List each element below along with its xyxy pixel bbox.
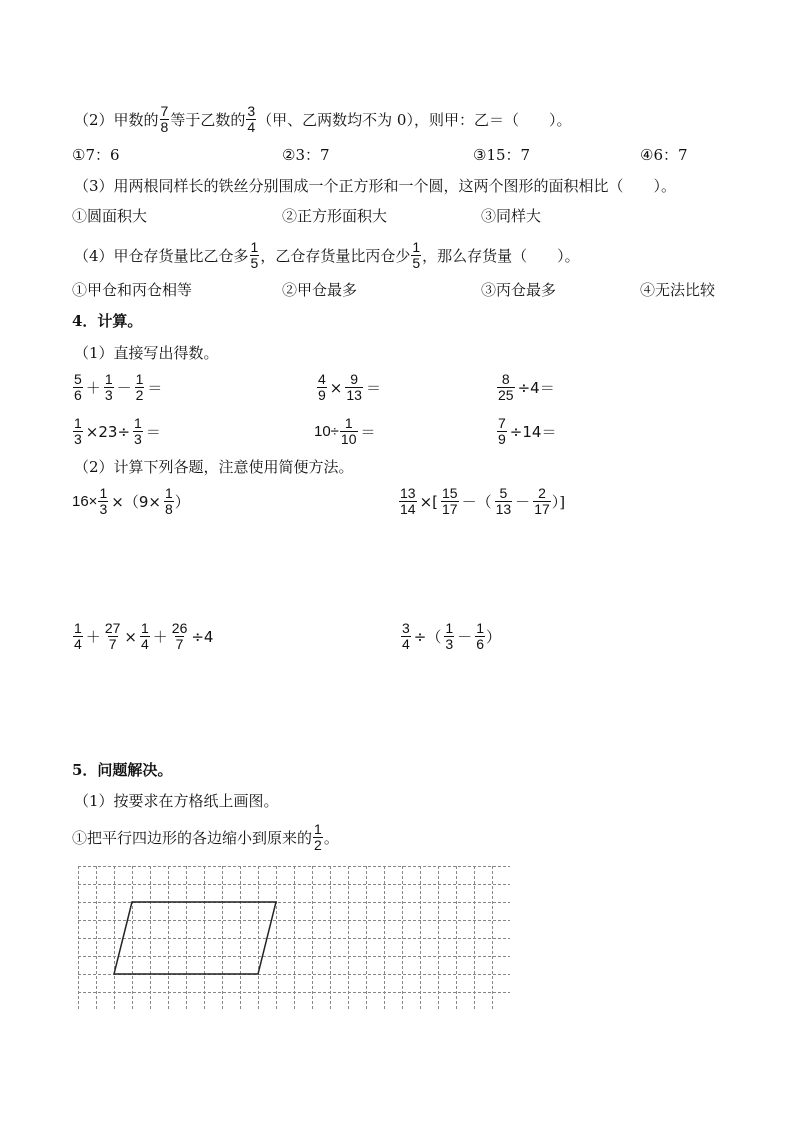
q2-text: （甲、乙两数均不为 0），则甲：乙＝（ ）。 [257, 110, 572, 129]
q4-option[interactable]: ②甲仓最多 [282, 281, 358, 299]
calc-2: $\frac{13}{14}$ ×[ $\frac{15}{17}$ －（ $\frac{5}{13}$ － $\frac{2}{17}$ ）] [400, 485, 566, 517]
q2-option[interactable]: ③15：7 [473, 146, 531, 164]
expr-2: $\frac{4}{9}$ × $\frac{9}{13}$ ＝ [318, 371, 381, 403]
fraction: $\frac{7}{8}$ [160, 103, 169, 135]
s4-part1: （1）直接写出得数。 [74, 344, 219, 362]
q4-option[interactable]: ③丙仓最多 [481, 281, 557, 299]
q2-option[interactable]: ②3：7 [282, 146, 330, 164]
q4-text: （4）甲仓存货量比乙仓多 [74, 246, 249, 265]
expr-5: 10÷ $\frac{1}{10}$ ＝ [314, 415, 376, 447]
q4-option[interactable]: ④无法比较 [640, 281, 716, 299]
q3-option[interactable]: ③同样大 [481, 207, 542, 225]
calc-4: $\frac{3}{4}$ ÷（ $\frac{1}{3}$ － $\frac{1}{6}$ ） [402, 620, 501, 652]
q3-text: （3）用两根同样长的铁丝分别围成一个正方形和一个圆，这两个图形的面积相比（ ）。 [74, 177, 677, 195]
q3-option[interactable]: ②正方形面积大 [282, 207, 388, 225]
section-4-title: 4．计算。 [72, 312, 143, 330]
fraction: $\frac{1}{5}$ [250, 239, 259, 271]
fraction: $\frac{1}{5}$ [412, 239, 421, 271]
s5-part1: （1）按要求在方格纸上画图。 [74, 792, 279, 810]
expr-4: $\frac{1}{3}$ ×23÷ $\frac{1}{3}$ ＝ [74, 415, 161, 447]
q4-option[interactable]: ①甲仓和丙仓相等 [72, 281, 193, 299]
q3-option[interactable]: ①圆面积大 [72, 207, 148, 225]
fraction: $\frac{3}{4}$ [247, 103, 256, 135]
expr-6: $\frac{7}{9}$ ÷14＝ [498, 415, 557, 447]
expr-3: $\frac{8}{25}$ ÷4＝ [498, 371, 555, 403]
s5-instruction: ①把平行四边形的各边缩小到原来的 $\frac{1}{2}$ 。 [72, 821, 339, 853]
q2-label: （2）甲数的 [74, 110, 159, 129]
s4-part2: （2）计算下列各题，注意使用简便方法。 [74, 458, 354, 476]
q2-text: 等于乙数的 [170, 110, 246, 129]
q2-line [74, 104, 571, 135]
section-5-title: 5．问题解决。 [72, 761, 173, 779]
expr-1: $\frac{5}{6}$ ＋ $\frac{1}{3}$ － $\frac{1}{2}$ ＝ [74, 371, 163, 403]
drawing-grid[interactable] [78, 866, 510, 1010]
q4-line [74, 240, 580, 271]
q4-text: ，那么存货量（ ）。 [422, 246, 580, 265]
calc-1: 16× $\frac{1}{3}$ ×（9× $\frac{1}{8}$ ） [72, 485, 190, 517]
q2-option[interactable]: ①7：6 [72, 146, 120, 164]
q2-option[interactable]: ④6：7 [640, 146, 688, 164]
calc-3: $\frac{1}{4}$ ＋ $\frac{27}{7}$ × $\frac{1}{4}$ ＋ $\frac{26}{7}$ ÷4 [74, 620, 214, 652]
q4-text: ，乙仓存货量比丙仓少 [260, 246, 411, 265]
